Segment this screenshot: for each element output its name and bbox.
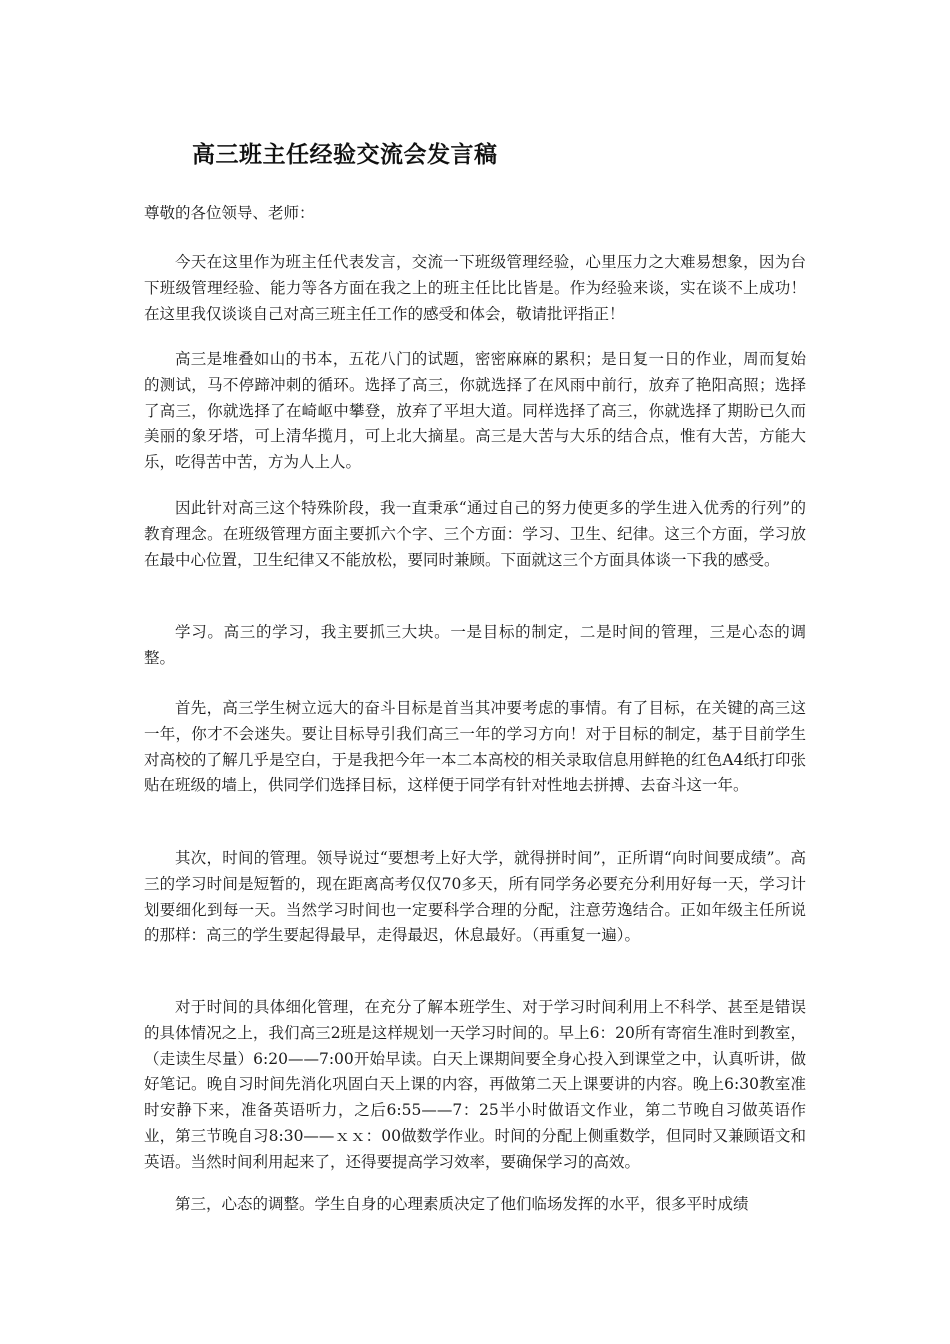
paragraph-study: 学习。高三的学习，我主要抓三大块。一是目标的制定，二是时间的管理，三是心态的调整。 — [144, 623, 806, 667]
paragraph-goals: 首先，高三学生树立远大的奋斗目标是首当其冲要考虑的事情。有了目标，在关键的高三这一年，你才不会迷失。要让目标导引我们高三一年的学习方向！对于目标的制定，基于目前学生对高校的了解几乎是空白，于是我把今年一本二本高校的相关录取信息用鲜艳的红色A4纸打印张贴在班级的墙上，供同学们选择目标，这样便于同学有针对性地去拼搏、去奋斗这一年。 — [144, 699, 806, 795]
paragraph-senior-year: 高三是堆叠如山的书本，五花八门的试题，密密麻麻的累积；是日复一日的作业，周而复始的测试，马不停蹄冲刺的循环。选择了高三，你就选择了在风雨中前行，放弃了艳阳高照；选择了高三，你就选择了在崎岖中攀登，放弃了平坦大道。同样选择了高三，你就选择了期盼已久而美丽的象牙塔，可上清华揽月，可上北大摘星。高三是大苦与大乐的结合点，惟有大苦，方能大乐，吃得苦中苦，方为人上人。 — [144, 350, 806, 472]
paragraph-intro: 今天在这里作为班主任代表发言，交流一下班级管理经验，心里压力之大难易想象，因为台下班级管理经验、能力等各方面在我之上的班主任比比皆是。作为经验来谈，实在谈不上成功！在这里我仅谈谈自己对高三班主任工作的感受和体会，敬请批评指正！ — [144, 253, 806, 323]
paragraph-mindset: 第三，心态的调整。学生自身的心理素质决定了他们临场发挥的水平，很多平时成绩 — [175, 1195, 749, 1213]
paragraph-schedule: 对于时间的具体细化管理，在充分了解本班学生、对于学习时间利用上不科学、甚至是错误的具体情况之上，我们高三2班是这样规划一天学习时间的。早上6：20所有寄宿生准时到教室，（走读生尽量）6:20——7:00开始早读。白天上课期间要全身心投入到课堂之中，认真听讲，做好笔记。晚自习时间先消化巩固白天上课的内容，再做第二天上课要讲的内容。晚上6:30教室准时安静下来，准备英语听力，之后6:55——7：25半小时做语文作业，第二节晚自习做英语作业，第三节晚自习8:30——ｘｘ：00做数学作业。时间的分配上侧重数学，但同时又兼顾语文和英语。当然时间利用起来了，还得要提高学习效率，要确保学习的高效。 — [144, 998, 806, 1171]
paragraph-time-management: 其次，时间的管理。领导说过“要想考上好大学，就得拼时间”，正所谓“向时间要成绩”。高三的学习时间是短暂的，现在距离高考仅仅70多天，所有同学务必要充分利用好每一天，学习计划要细化到每一天。当然学习时间也一定要科学合理的分配，注意劳逸结合。正如年级主任所说的那样：高三的学生要起得最早，走得最迟，休息最好。（再重复一遍）。 — [144, 849, 806, 945]
salutation: 尊敬的各位领导、老师： — [144, 204, 315, 222]
paragraph-philosophy: 因此针对高三这个特殊阶段，我一直秉承“通过自己的努力使更多的学生进入优秀的行列”的教育理念。在班级管理方面主要抓六个字、三个方面：学习、卫生、纪律。这三个方面，学习放在最中心位置，卫生纪律又不能放松，要同时兼顾。下面就这三个方面具体谈一下我的感受。 — [144, 499, 806, 569]
document-title: 高三班主任经验交流会发言稿 — [192, 141, 498, 168]
